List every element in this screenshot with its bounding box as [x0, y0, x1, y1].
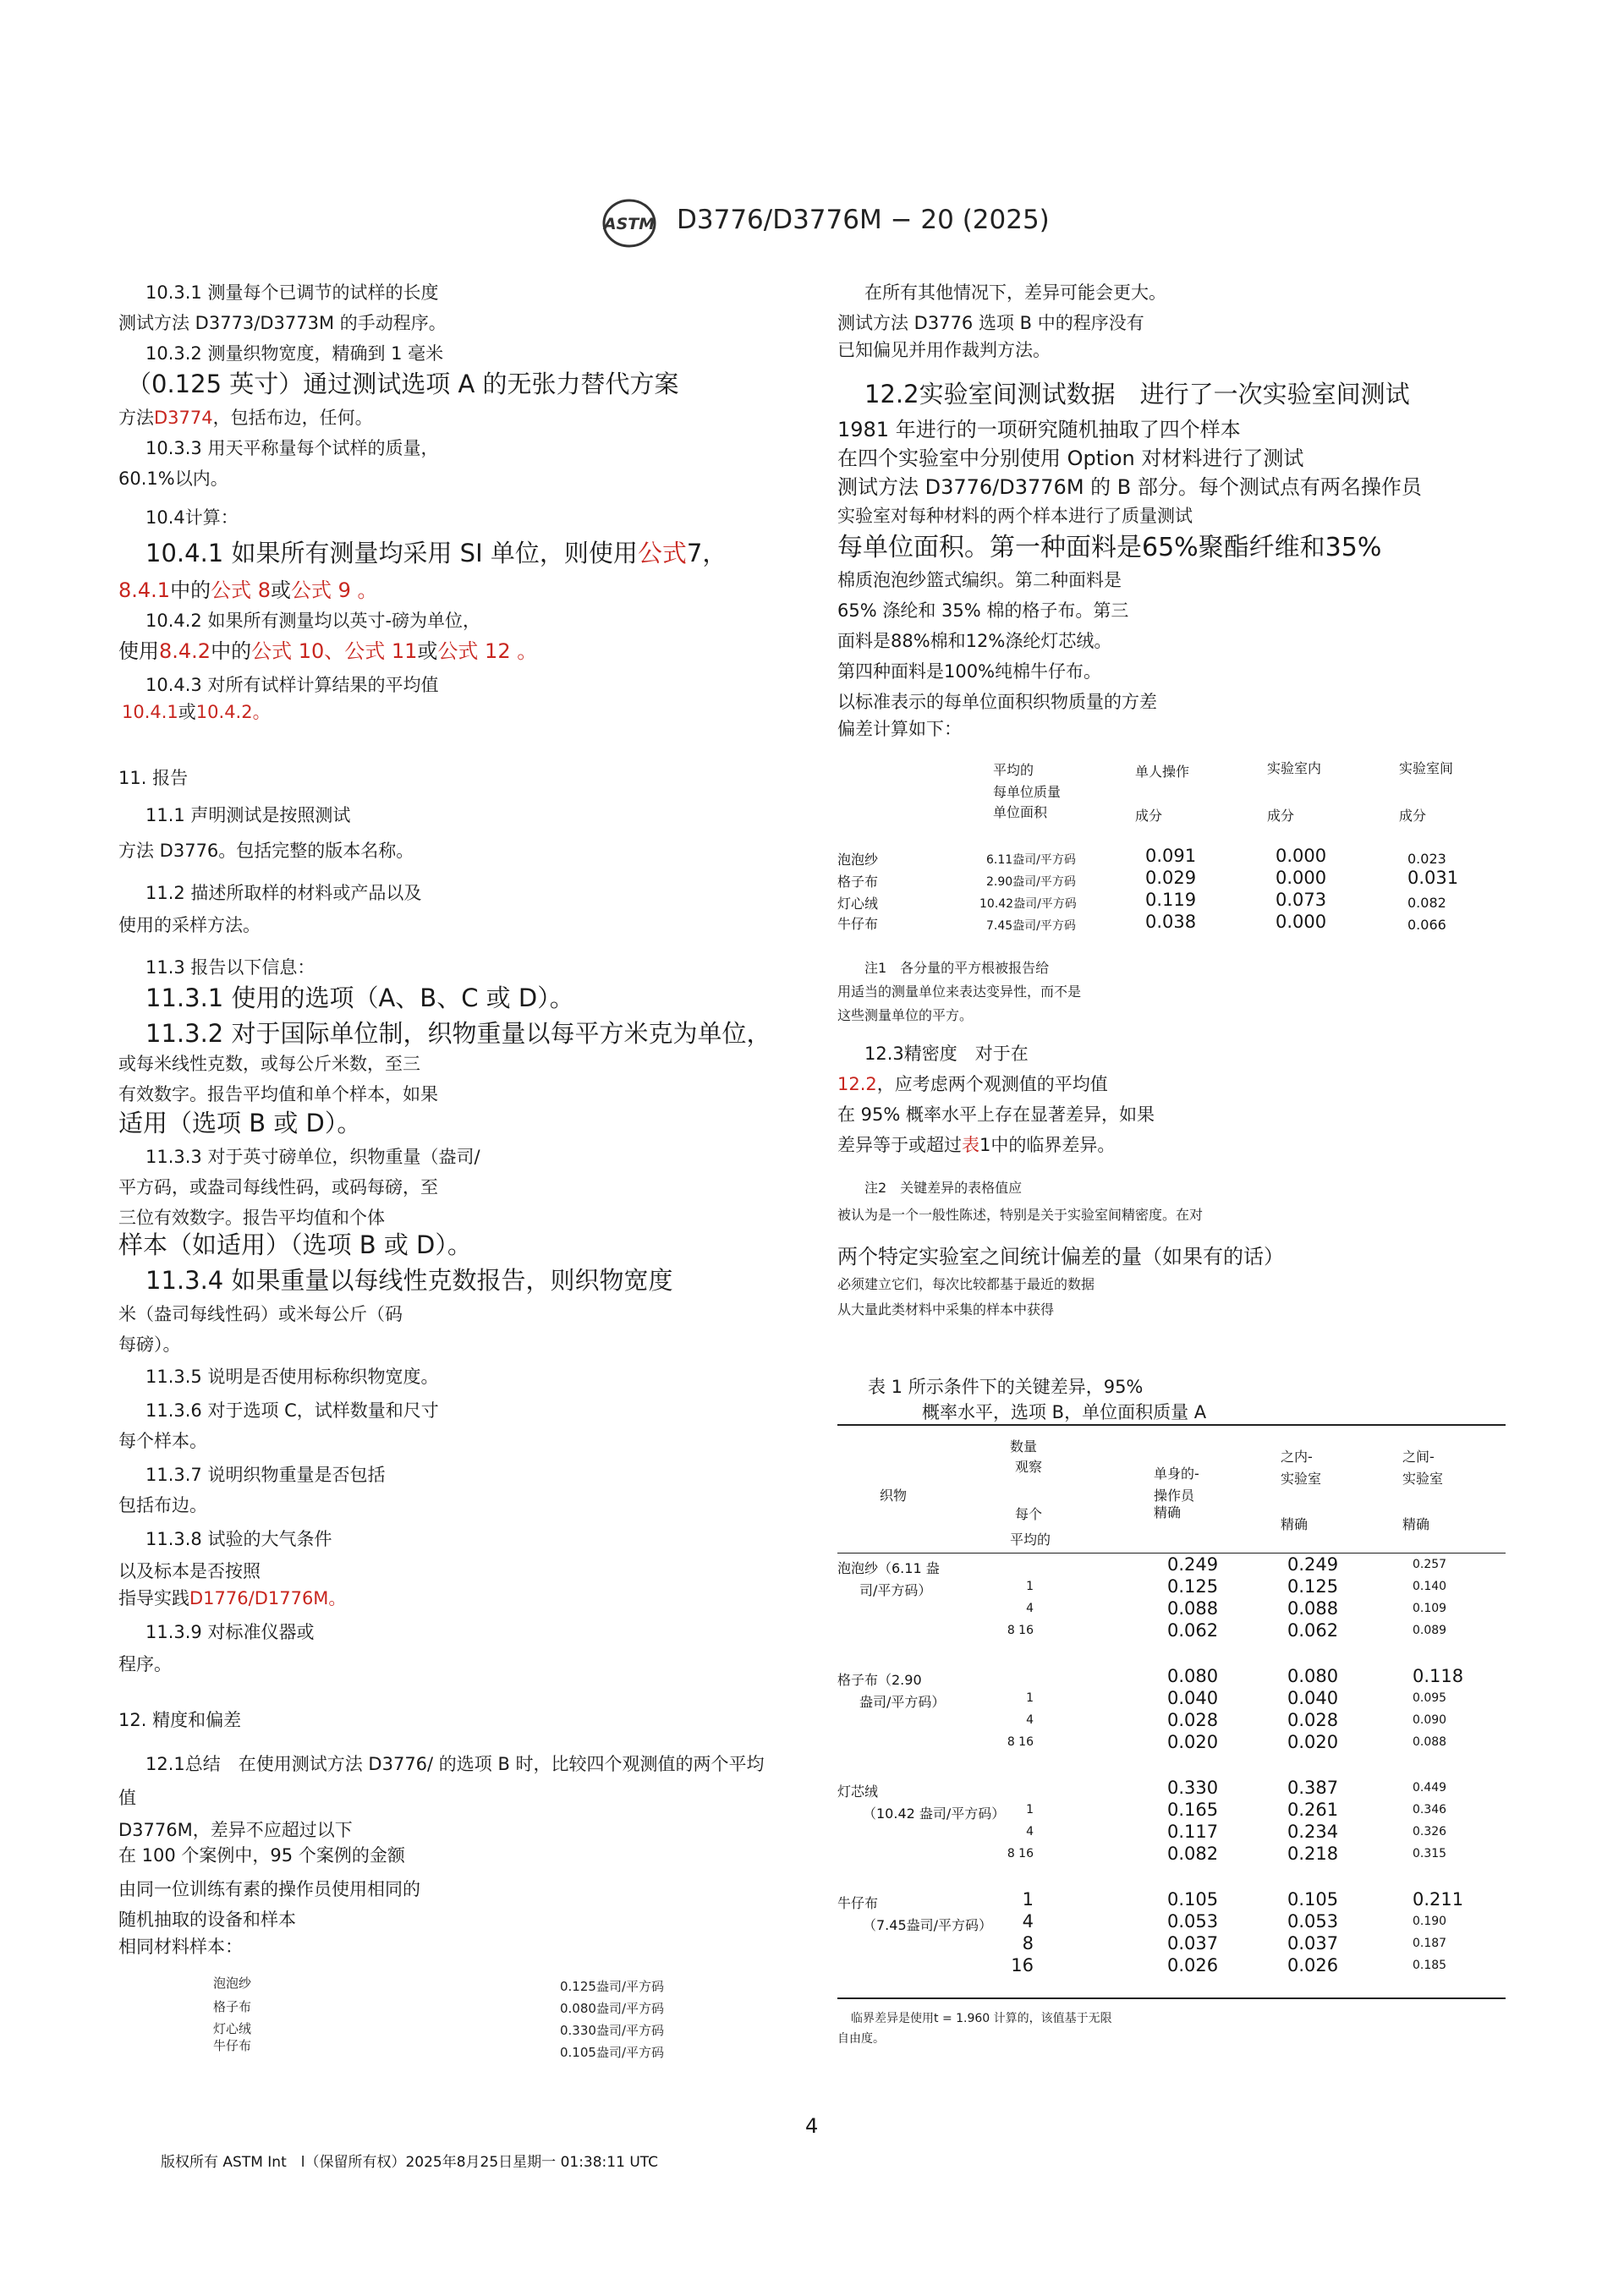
para-10-3-3: 10.3.3 用天平称量每个试样的质量，: [145, 438, 439, 458]
note-2: 注2 关键差异的表格值应: [864, 1180, 1023, 1196]
table-cell: 牛仔布: [837, 916, 879, 932]
para-10-4-2: 10.4.2 如果所有测量均以英寸-磅为单位，: [145, 611, 481, 631]
table-cell: 0.088: [1167, 1598, 1219, 1619]
text-line: 被认为是一个一般性陈述，特别是关于实验室间精密度。在对: [837, 1207, 1204, 1223]
table-cell: 牛仔布: [213, 2038, 252, 2053]
svg-text:ASTM: ASTM: [603, 215, 656, 233]
link-10-4-2[interactable]: 10.4.2。: [195, 702, 271, 722]
para-11-3-8: 11.3.8 试验的大气条件: [145, 1529, 332, 1549]
text-line: [118, 404, 373, 430]
table-header: 实验室内: [1267, 760, 1322, 776]
table-cell: 8 16: [1007, 1735, 1034, 1749]
text-span: 10.4.1 如果所有测量均采用 SI 单位，则使用: [145, 539, 638, 567]
table-cell: 泡泡纱: [837, 852, 879, 868]
table-cell: 0.187: [1413, 1937, 1447, 1950]
para-12-3: 12.3精密度 对于在: [864, 1044, 1029, 1064]
link-8-4-1[interactable]: 8.4.1: [118, 578, 171, 602]
text-span: 指导实践: [118, 1588, 189, 1608]
link-table-1[interactable]: 表: [962, 1135, 979, 1155]
text-line: 第四种面料是100%纯棉牛仔布。: [837, 661, 1102, 682]
table-cell: 0.091: [1145, 846, 1197, 866]
text-span: ，包括布边，任何。: [212, 408, 373, 428]
text-span: 中的: [211, 639, 252, 663]
para-10-4: 10.4计算：: [145, 507, 239, 528]
table-cell: 0.105: [1167, 1889, 1219, 1910]
text-line: 用适当的测量单位来表达变异性，而不是: [837, 984, 1082, 1000]
table-cell: 1: [1022, 1889, 1034, 1910]
table-header: 实验室: [1281, 1471, 1322, 1487]
table-cell: 4: [1026, 1713, 1034, 1727]
table-cell: 0.031: [1407, 868, 1459, 888]
fabric-label: （10.42 盎司/平方码）: [863, 1806, 1006, 1822]
table-header: 平均的: [993, 762, 1034, 778]
table-cell: 8 16: [1007, 1847, 1034, 1860]
text-line: 在所有其他情况下，差异可能会更大。: [864, 282, 1166, 303]
table-cell: 0.053: [1287, 1911, 1339, 1932]
table-cell: 格子布: [213, 1999, 252, 2014]
table-bottom-rule: [837, 1997, 1506, 1999]
table-cell: 0.028: [1287, 1710, 1339, 1730]
text-line: 两个特定实验室之间统计偏差的量（如果有的话）: [837, 1245, 1284, 1269]
text-line: 由同一位训练有素的操作员使用相同的: [118, 1879, 420, 1899]
table-cell: 0.190: [1413, 1915, 1447, 1928]
table-header: 单人操作: [1135, 764, 1190, 780]
table-header: 观察: [1015, 1459, 1043, 1475]
text-line: [118, 1585, 346, 1610]
text-line: 适用（选项 B 或 D）。: [118, 1109, 362, 1137]
table-cell: 0.090: [1413, 1713, 1447, 1727]
link-d3774[interactable]: D3774: [154, 408, 213, 428]
table-cell: 7.45盎司/平方码: [986, 919, 1076, 933]
text-line: 面料是88%棉和12%涤纶灯芯绒。: [837, 631, 1112, 651]
table-cell: 0.140: [1413, 1580, 1447, 1593]
text-line: 实验室对每种材料的两个样本进行了质量测试: [837, 506, 1193, 526]
table-header: 织物: [880, 1488, 908, 1504]
table-cell: 0.125: [1287, 1576, 1339, 1597]
table-cell: 灯心绒: [837, 896, 879, 912]
text-line: 在四个实验室中分别使用 Option 对材料进行了测试: [837, 447, 1304, 470]
text-line: 在 95% 概率水平上存在显著差异，如果: [837, 1104, 1155, 1125]
text-line: 以标准表示的每单位面积织物质量的方差: [837, 692, 1157, 712]
text-line: 以及标本是否按照: [118, 1561, 261, 1581]
table-cell: 0.026: [1167, 1955, 1219, 1975]
text-line: 方法 D3776。包括完整的版本名称。: [118, 841, 414, 861]
link-12-2[interactable]: 12.2: [837, 1074, 877, 1094]
link-formula-10-11[interactable]: 公式 10、公式 11: [251, 639, 418, 663]
text-line: 从大量此类材料中采集的样本中获得: [837, 1301, 1055, 1318]
para-12-2: 12.2实验室间测试数据 进行了一次实验室间测试: [864, 380, 1410, 408]
table-cell: 0.095: [1413, 1691, 1447, 1705]
table-cell: 0.249: [1167, 1554, 1219, 1575]
table-cell: 0.326: [1413, 1825, 1447, 1838]
text-line: 60.1%以内。: [118, 469, 228, 489]
para-11-3-7: 11.3.7 说明织物重量是否包括: [145, 1465, 386, 1485]
table-cell: 0.082: [1407, 895, 1446, 911]
table-cell: 0.105盎司/平方码: [560, 2045, 664, 2060]
fabric-label: 灯芯绒: [837, 1784, 879, 1800]
table-cell: 16: [1011, 1955, 1034, 1975]
text-span: 使用: [118, 639, 159, 663]
table-cell: 0.218: [1287, 1844, 1339, 1864]
table-cell: 0.330盎司/平方码: [560, 2023, 664, 2038]
table-cell: 0.387: [1287, 1778, 1339, 1798]
table-cell: 6.11盎司/平方码: [986, 853, 1076, 867]
para-11-2: 11.2 描述所取样的材料或产品以及: [145, 883, 422, 903]
table-header: 精确: [1281, 1516, 1309, 1532]
table-cell: 0.211: [1413, 1889, 1464, 1910]
fabric-label: 司/平方码）: [859, 1582, 932, 1598]
table-1-title: 表 1 所示条件下的关键差异，95%: [868, 1377, 1144, 1397]
text-line: 样本（如适用）（选项 B 或 D）。: [118, 1230, 472, 1259]
table-cell: 0.125: [1167, 1576, 1219, 1597]
text-line: 米（盎司每线性码）或米每公斤（码: [118, 1304, 403, 1324]
copyright-line: 版权所有 ASTM Int l（保留所有权）2025年8月25日星期一 01:38:11 UTC: [161, 2154, 659, 2171]
table-cell: 4: [1022, 1911, 1034, 1932]
table-cell: 0.080盎司/平方码: [560, 2001, 664, 2016]
section-heading-11: 11. 报告: [118, 768, 189, 788]
table-header: 成分: [1267, 808, 1295, 824]
text-span: 或: [270, 578, 291, 602]
table-cell: 4: [1026, 1602, 1034, 1615]
para-11-3-9: 11.3.9 对标准仪器或: [145, 1622, 315, 1642]
table-cell: 0.249: [1287, 1554, 1339, 1575]
link-d1776[interactable]: D1776/D1776M。: [189, 1588, 347, 1608]
table-cell: 0.020: [1287, 1732, 1339, 1752]
para-11-3-6: 11.3.6 对于选项 C，试样数量和尺寸: [145, 1400, 439, 1421]
para-10-3-2: 10.3.2 测量织物宽度，精确到 1 毫米: [145, 343, 444, 364]
text-line: 棉质泡泡纱篮式编织。第二种面料是: [837, 570, 1122, 590]
table-cell: 0.066: [1407, 917, 1446, 933]
table-cell: 泡泡纱: [213, 1975, 252, 1991]
table-cell: 4: [1026, 1825, 1034, 1838]
text-span: 1中的临界差异。: [979, 1135, 1116, 1155]
table-top-rule: [837, 1424, 1506, 1426]
table-cell: 0.234: [1287, 1822, 1339, 1842]
text-line: 使用的采样方法。: [118, 915, 261, 935]
table-cell: 0.315: [1413, 1847, 1447, 1860]
text-span: 或: [417, 639, 438, 663]
page-header: [0, 193, 1624, 269]
link-formula-7[interactable]: 公式: [637, 539, 687, 567]
table-cell: 0.449: [1413, 1781, 1447, 1795]
table-cell: 格子布: [837, 874, 879, 890]
para-10-4-1: [118, 534, 727, 569]
table-cell: 0.080: [1287, 1666, 1339, 1686]
table-cell: 0.117: [1167, 1822, 1219, 1842]
table-header: 操作员: [1154, 1488, 1195, 1504]
table-cell: 0.088: [1287, 1598, 1339, 1619]
text-line: 65% 涤纶和 35% 棉的格子布。第三: [837, 600, 1129, 621]
text-span: 中的: [170, 578, 211, 602]
table-cell: 0.082: [1167, 1844, 1219, 1864]
para-11-3-5: 11.3.5 说明是否使用标称织物宽度。: [145, 1367, 439, 1387]
astm-logo-icon: [599, 198, 660, 249]
text-line: 测试方法 D3776/D3776M 的 B 部分。每个测试点有两名操作员: [837, 475, 1422, 499]
table-cell: 0.261: [1287, 1800, 1339, 1820]
text-line: 值: [118, 1788, 136, 1808]
para-10-3-1: 10.3.1 测量每个已调节的试样的长度: [145, 282, 439, 303]
table-header: 成分: [1135, 808, 1163, 824]
fabric-label: 格子布（2.90: [837, 1672, 922, 1688]
page-number: 4: [805, 2114, 819, 2138]
link-8-4-2[interactable]: 8.4.2: [159, 639, 211, 663]
link-formula-9[interactable]: 公式 9 。: [290, 578, 378, 602]
para-11-3-1: 11.3.1 使用的选项（A、B、C 或 D）。: [145, 984, 574, 1012]
link-formula-8[interactable]: 公式 8: [211, 578, 271, 602]
table-cell: 0.125盎司/平方码: [560, 1979, 664, 1994]
text-line: 三位有效数字。报告平均值和个体: [118, 1208, 385, 1228]
fabric-label: 盎司/平方码）: [859, 1694, 946, 1710]
text-line: [837, 1071, 1108, 1096]
table-header: 单位面积: [993, 804, 1048, 820]
table-header: 之内-: [1281, 1449, 1313, 1465]
table-cell: 0.000: [1276, 846, 1327, 866]
para-11-3-3: 11.3.3 对于英寸磅单位，织物重量（盎司/: [145, 1147, 480, 1167]
text-line: 相同材料样本：: [118, 1937, 243, 1957]
table-cell: 0.053: [1167, 1911, 1219, 1932]
document-title: D3776/D3776M − 20 (2025): [677, 205, 1050, 235]
text-line: 1981 年进行的一项研究随机抽取了四个样本: [837, 418, 1241, 441]
text-line: [122, 699, 271, 724]
link-10-4-1[interactable]: 10.4.1: [122, 702, 178, 722]
table-cell: 0.346: [1413, 1803, 1447, 1817]
table-header: 每单位质量: [993, 784, 1062, 800]
table-cell: 0.119: [1145, 890, 1197, 910]
table-1-subtitle: 概率水平，选项 B，单位面积质量 A: [922, 1402, 1207, 1422]
para-10-4-3: 10.4.3 对所有试样计算结果的平均值: [145, 675, 439, 695]
para-11-3: 11.3 报告以下信息：: [145, 957, 315, 978]
table-cell: 10.42盎司/平方码: [979, 897, 1077, 911]
text-line: 随机抽取的设备和样本: [118, 1910, 296, 1930]
fabric-label: 牛仔布: [837, 1895, 879, 1911]
table-header: 平均的: [1010, 1532, 1051, 1548]
text-span: 差异等于或超过: [837, 1135, 962, 1155]
table-cell: 0.062: [1167, 1620, 1219, 1641]
table-header: 之间-: [1402, 1449, 1435, 1465]
table-cell: 0.109: [1413, 1602, 1447, 1615]
text-line: 包括布边。: [118, 1495, 207, 1515]
link-formula-12[interactable]: 公式 12 。: [437, 639, 538, 663]
table-cell: 0.020: [1167, 1732, 1219, 1752]
text-line: 自由度。: [837, 2032, 885, 2046]
fabric-label: （7.45盎司/平方码）: [863, 1917, 993, 1933]
table-cell: 0.029: [1145, 868, 1197, 888]
table-cell: 0.185: [1413, 1959, 1447, 1972]
table-header: 精确: [1402, 1516, 1430, 1532]
table-cell: 0.330: [1167, 1778, 1219, 1798]
text-line: 平方码，或盎司每线性码，或码每磅，至: [118, 1177, 438, 1197]
table-cell: 8: [1022, 1933, 1034, 1954]
table-cell: 0.000: [1276, 868, 1327, 888]
note-1: 注1 各分量的平方根被报告给: [864, 960, 1050, 976]
table-header: 精确: [1154, 1504, 1182, 1521]
para-11-3-2: 11.3.2 对于国际单位制，织物重量以每平方米克为单位，: [145, 1019, 771, 1048]
text-line: 测试方法 D3776 选项 B 中的程序没有: [837, 313, 1144, 333]
section-heading-12: 12. 精度和偏差: [118, 1710, 242, 1730]
text-line: 必须建立它们，每次比较都基于最近的数据: [837, 1276, 1095, 1292]
text-line: 每磅）。: [118, 1334, 181, 1355]
table-cell: 0.105: [1287, 1889, 1339, 1910]
text-line: 或每米线性克数，或每公斤米数，至三: [118, 1054, 420, 1074]
table-footnote: 临界差异是使用t = 1.960 计算的，该值基于无限: [851, 2012, 1112, 2025]
table-header: 实验室间: [1399, 760, 1454, 776]
table-header: 数量: [1010, 1438, 1038, 1455]
text-line: [118, 634, 537, 664]
text-span: 7，: [686, 539, 727, 567]
fabric-label: 泡泡纱（6.11 盎: [837, 1560, 940, 1576]
table-cell: 0.037: [1167, 1933, 1219, 1954]
text-line: D3776M，差异不应超过以下: [118, 1820, 353, 1840]
text-span: ，应考虑两个观测值的平均值: [876, 1074, 1108, 1094]
text-line: 已知偏见并用作裁判方法。: [837, 340, 1051, 360]
text-line: 偏差计算如下：: [837, 719, 962, 739]
text-line: 在 100 个案例中，95 个案例的金额: [118, 1845, 405, 1866]
table-cell: 1: [1026, 1691, 1034, 1705]
table-cell: 灯心绒: [213, 2021, 252, 2036]
table-cell: 1: [1026, 1803, 1034, 1817]
text-line: （0.125 英寸）通过测试选项 A 的无张力替代方案: [127, 370, 679, 398]
table-cell: 0.118: [1413, 1666, 1464, 1686]
para-12-1: 12.1总结 在使用测试方法 D3776/ 的选项 B 时，比较四个观测值的两个平均: [145, 1754, 765, 1774]
para-11-1: 11.1 声明测试是按照测试: [145, 805, 351, 825]
text-line: 每个样本。: [118, 1431, 207, 1451]
table-cell: 1: [1026, 1580, 1034, 1593]
table-cell: 0.088: [1413, 1735, 1447, 1749]
table-cell: 0.080: [1167, 1666, 1219, 1686]
table-cell: 0.040: [1287, 1688, 1339, 1708]
table-cell: 0.038: [1145, 912, 1197, 932]
table-cell: 0.165: [1167, 1800, 1219, 1820]
table-header: 实验室: [1402, 1471, 1444, 1487]
table-cell: 0.000: [1276, 912, 1327, 932]
table-cell: 0.257: [1413, 1558, 1447, 1571]
text-line: [837, 1132, 1115, 1157]
text-span: 或: [178, 702, 196, 722]
table-cell: 8 16: [1007, 1624, 1034, 1637]
text-line: 程序。: [118, 1654, 172, 1674]
table-cell: 0.073: [1276, 890, 1327, 910]
table-cell: 0.028: [1167, 1710, 1219, 1730]
table-cell: 0.062: [1287, 1620, 1339, 1641]
table-cell: 0.023: [1407, 851, 1446, 867]
table-header: 成分: [1399, 808, 1427, 824]
table-cell: 0.089: [1413, 1624, 1447, 1637]
table-header: 每个: [1015, 1506, 1043, 1522]
text-line: 这些测量单位的平方。: [837, 1007, 974, 1023]
table-cell: 0.037: [1287, 1933, 1339, 1954]
text-line: 有效数字。报告平均值和单个样本，如果: [118, 1084, 438, 1104]
para-11-3-4: 11.3.4 如果重量以每线性克数报告，则织物宽度: [145, 1266, 673, 1295]
table-cell: 2.90盎司/平方码: [986, 875, 1076, 889]
text-span: 方法: [118, 408, 154, 428]
text-line: 测试方法 D3773/D3773M 的手动程序。: [118, 313, 447, 333]
table-cell: 0.026: [1287, 1955, 1339, 1975]
table-cell: 0.040: [1167, 1688, 1219, 1708]
text-line: 每单位面积。第一种面料是65%聚酯纤维和35%: [837, 533, 1382, 562]
text-line: [118, 573, 378, 603]
table-header: 单身的-: [1154, 1466, 1199, 1482]
